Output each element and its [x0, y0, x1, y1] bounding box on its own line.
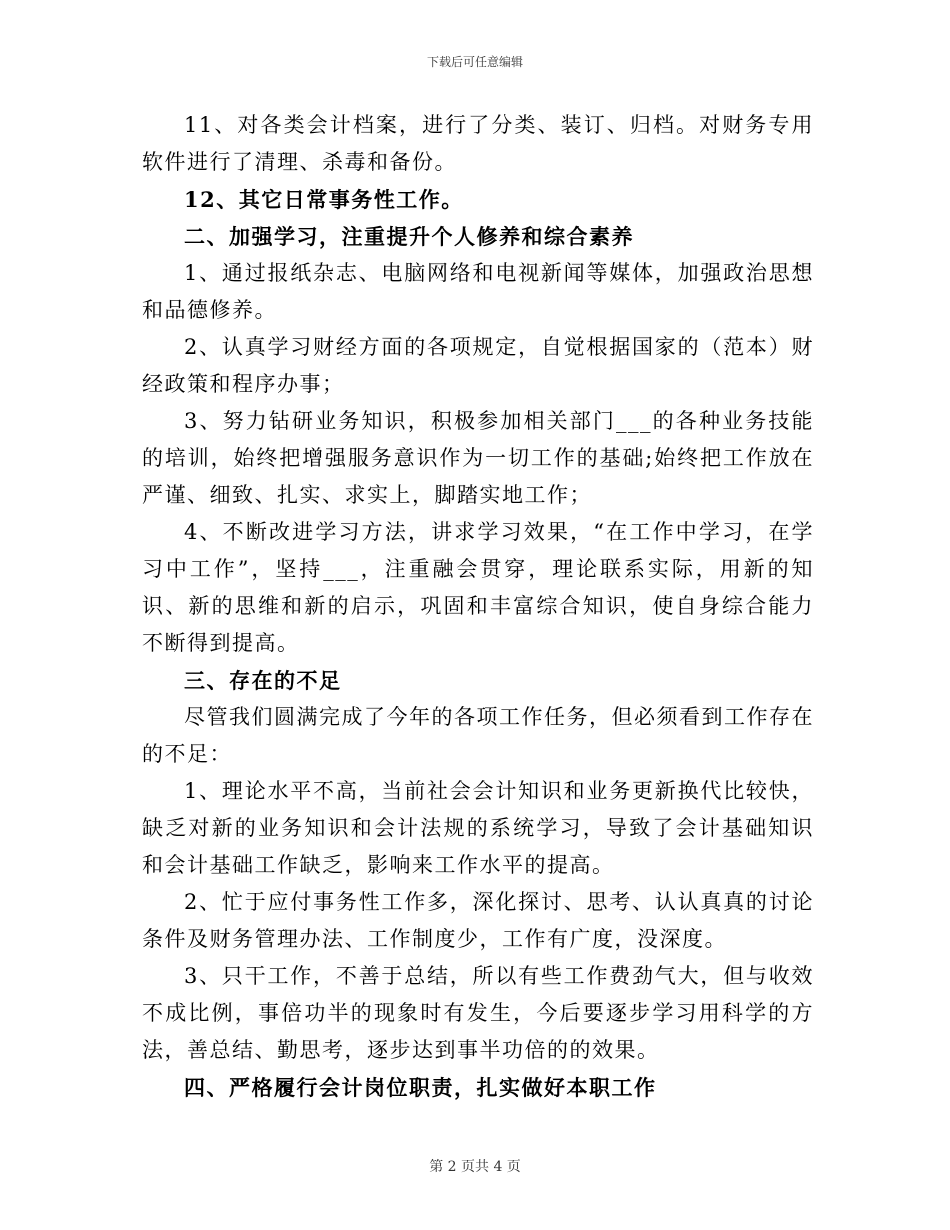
paragraph-study-1: 1、通过报纸杂志、电脑网络和电视新闻等媒体，加强政治思想和品德修养。: [142, 261, 814, 322]
paragraph-shortcoming-1: 1、理论水平不高，当前社会会计知识和业务更新换代比较快，缺乏对新的业务知识和会计法规的系统学习，导致了会计基础知识和会计基础工作缺乏，影响来工作水平的提高。: [142, 779, 814, 877]
section-heading-4: 四、严格履行会计岗位职责，扎实做好本职工作: [184, 1075, 657, 1100]
section-heading-2: 二、加强学习，注重提升个人修养和综合素养: [184, 224, 634, 249]
section-heading-3: 三、存在的不足: [184, 668, 342, 693]
paragraph-study-3: 3、努力钻研业务知识，积极参加相关部门___的各种业务技能的培训，始终把增强服务意识作为一切工作的基础;始终把工作放在严谨、细致、扎实、求实上，脚踏实地工作；: [142, 409, 814, 507]
paragraph-study-2: 2、认真学习财经方面的各项规定，自觉根据国家的（范本）财经政策和程序办事；: [142, 335, 814, 396]
page-footer: 第 2 页共 4 页: [429, 1159, 521, 1175]
paragraph-study-4: 4、不断改进学习方法，讲求学习效果，“在工作中学习，在学习中工作”，坚持___，注重融会贯穿，理论联系实际，用新的知识、新的思维和新的启示，巩固和丰富综合知识，使自身综合能力不断得到提高。: [142, 520, 814, 655]
document-body: [142, 107, 814, 1106]
paragraph-shortcomings-intro: 尽管我们圆满完成了今年的各项工作任务，但必须看到工作存在的不足：: [142, 705, 814, 766]
page-header: 下载后可任意编辑: [426, 55, 523, 69]
paragraph-11-archives: 11、对各类会计档案，进行了分类、装订、归档。对财务专用软件进行了清理、杀毒和备份。: [142, 113, 814, 174]
paragraph-12-routine: 12、其它日常事务性工作。: [184, 187, 464, 212]
paragraph-shortcoming-2: 2、忙于应付事务性工作多，深化探讨、思考、认认真真的讨论条件及财务管理办法、工作制度少，工作有广度，没深度。: [142, 890, 814, 951]
paragraph-shortcoming-3: 3、只干工作，不善于总结，所以有些工作费劲气大，但与收效不成比例，事倍功半的现象时有发生，今后要逐步学习用科学的方法，善总结、勤思考，逐步达到事半功倍的的效果。: [142, 964, 814, 1062]
